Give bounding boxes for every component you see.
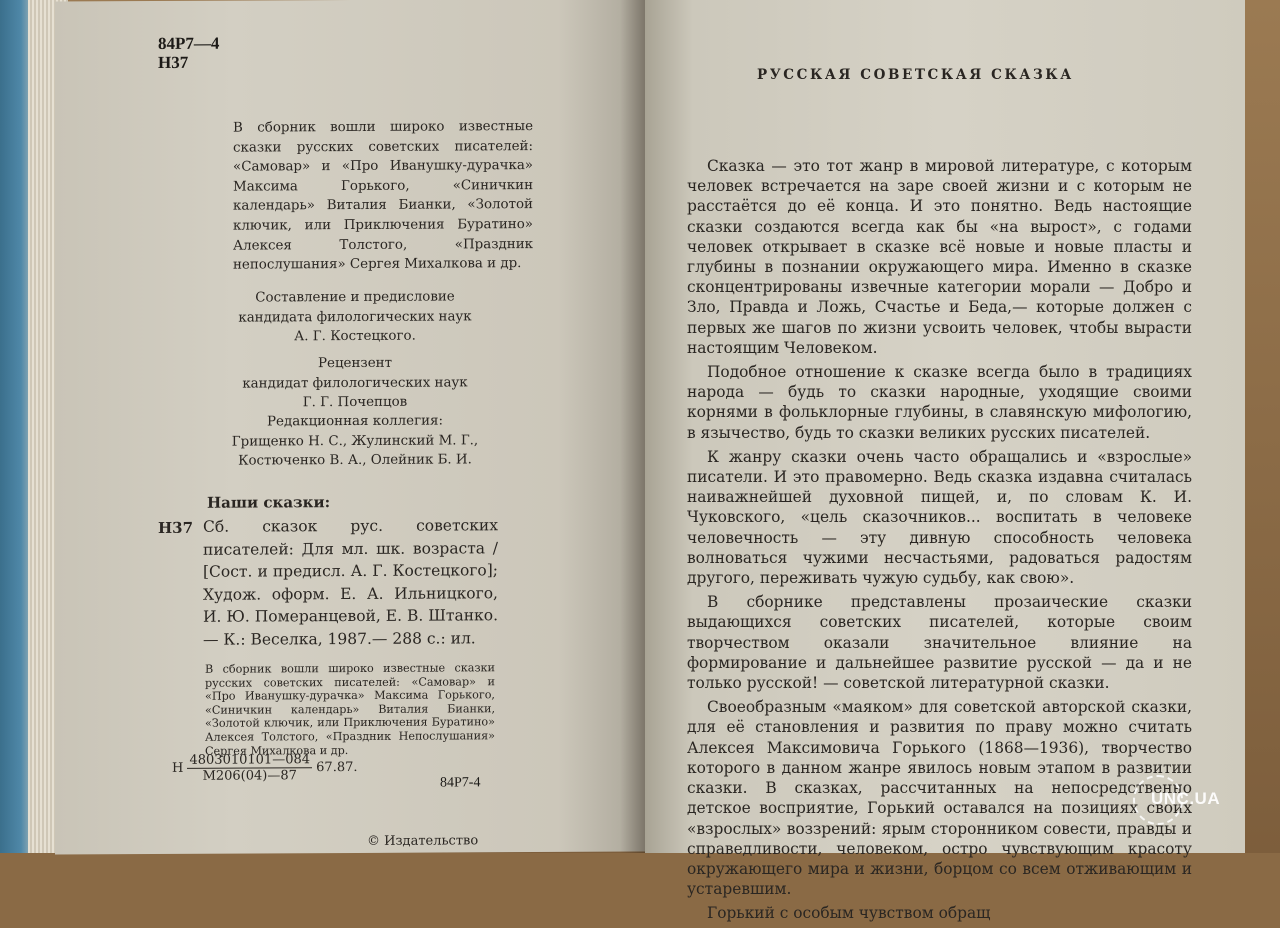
isbn-fraction bbox=[187, 752, 312, 784]
reviewer-line-1: Рецензент bbox=[318, 355, 392, 372]
reviewer-block bbox=[175, 353, 535, 414]
catalog-title: Наши сказки: bbox=[207, 493, 331, 512]
paragraph: Горький с особым чувством обращ bbox=[707, 904, 991, 923]
running-head: РУССКАЯ СОВЕТСКАЯ СКАЗКА bbox=[757, 67, 1074, 83]
paragraph: К жанру сказки очень часто обращались и «взрослые» писатели. И это правомерно. Ведь сказка издавна считалась наиважнейшей духовной пищей, и, по словам К. И. Чуковского, «цель сказочников... воспитать в человеке человечность — эту дивную способность человека волноваться чужими несчастьями, радоваться радостям другого, переживать чужую судьбу, как свою». bbox=[687, 447, 1192, 588]
compiler-line-3: А. Г. Костецкого. bbox=[294, 328, 416, 345]
editorial-board-block bbox=[175, 411, 535, 472]
board-line-3: Костюченко В. А., Олейник Б. И. bbox=[238, 452, 472, 469]
publisher-fragment: © Издательство bbox=[367, 833, 479, 849]
right-page bbox=[645, 0, 1245, 923]
compiler-block bbox=[175, 287, 535, 348]
annotation: В сборник вошли широко известные сказки русских советских писателей: «Самовар» и «Про Иванушку-дурачка» Максима Горького, «Синичкин календарь» Виталия Бианки, «Золотой ключик, или Приключения Буратино» Алексея Толстого, «Праздник непослушания» Сергея Михалкова и др. bbox=[233, 119, 533, 273]
isbn-suffix: 67.87. bbox=[316, 759, 358, 776]
catalog-annotation: В сборник вошли широко известные сказки русских советских писателей: «Самовар» и «Про Иванушку-дурачка» Максима Горького, «Синичкин календарь» Виталия Бианки, «Золотой ключик, или Приключения Буратино» Алексея Толстого, «Праздник Непослушания» Сергея Михалкова и др. bbox=[205, 661, 495, 758]
paragraph: В сборнике представлены прозаические сказки выдающихся советских писателей, которые своим творчеством оказали значительное влияние на формирование и дальнейшее развитие русской — да и не только русской! — советской литературной сказки. bbox=[687, 593, 1192, 693]
left-page bbox=[55, 0, 647, 855]
author-mark-top: Н37 bbox=[158, 52, 189, 73]
isbn-denominator: М206(04)—87 bbox=[202, 768, 297, 784]
board-line-1: Редакционная коллегия: bbox=[267, 413, 443, 430]
catalog-author-mark: Н37 bbox=[158, 518, 194, 538]
board-line-2: Грищенко Н. С., Жулинский М. Г., bbox=[231, 432, 479, 450]
compiler-line-1: Составление и предисловие bbox=[255, 289, 455, 306]
isbn-prefix: Н bbox=[172, 760, 184, 776]
catalog-entry: Сб. сказок рус. советских писателей: Для мл. шк. возраста / [Сост. и предисл. А. Г. Костецкого]; Худож. оформ. Е. А. Ильницкого, И. Ю. Померанцевой, Е. В. Штанко.— К.: Веселка, 1987.— 288 с.: ил. bbox=[203, 516, 498, 649]
reviewer-line-3: Г. Г. Почепцов bbox=[302, 394, 408, 411]
paragraph: Своеобразным «маяком» для советской авторской сказки, для её становления и развития по праву можно считать Алексея Максимовича Горького (1868—1936), творчество которого в данном жанре явилось новым этапом в развитии сказки. В сказках, рассчитанных на непосредственно детское восприятие, Горький оставался на позициях своих «взрослых» воззрений: ярым сторонником совести, правды и справедливости, человеком, остро чувствующим красоту окружающего мира и жизни, борцом со всем отживающим и устаревшим. bbox=[687, 698, 1192, 899]
isbn-numerator: 4803010101—084 bbox=[189, 752, 311, 768]
foreword-text bbox=[687, 156, 1192, 928]
compiler-line-2: кандидата филологических наук bbox=[238, 308, 472, 326]
isbn-block bbox=[172, 752, 358, 784]
watermark bbox=[1133, 775, 1233, 835]
classification-code-bottom: 84Р7-4 bbox=[440, 775, 481, 791]
paragraph: Подобное отношение к сказке всегда было в традициях народа — будь то сказки народные, уходящие своими корнями в фольклорные глубины, в славянскую мифологию, в язычество, будь то сказки великих русских писателей. bbox=[687, 363, 1192, 442]
paragraph: Сказка — это тот жанр в мировой литературе, с которым человек встречается на заре своей жизни и с которым не расстаётся до её конца. И это понятно. Ведь настоящие сказки создаются всегда как бы «на вырост», с годами человек открывает в сказке всё новые и новые пласты и глубины в познании окружающего мира. Именно в сказке сконцентрированы извечные категории морали — Добро и Зло, Правда и Ложь, Счастье и Беда,— которые должен с первых же шагов по жизни усвоить человек, чтобы вырасти настоящим Человеком. bbox=[687, 157, 1192, 357]
classification-code-top: 84Р7—4 bbox=[158, 33, 220, 54]
watermark-text: UNC.UA bbox=[1151, 789, 1221, 808]
reviewer-line-2: кандидат филологических наук bbox=[242, 374, 468, 392]
